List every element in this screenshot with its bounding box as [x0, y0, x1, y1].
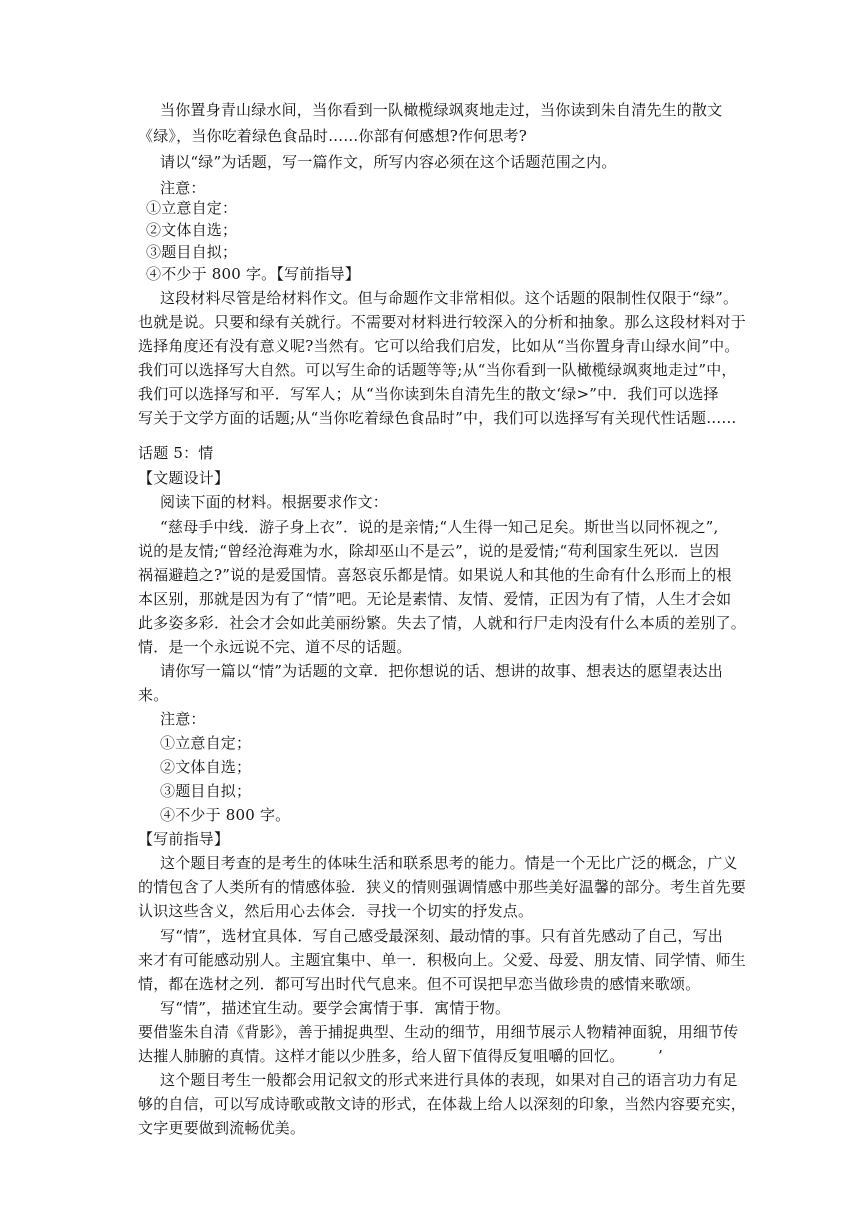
paragraph-line: 祸福避趋之?”说的是爱国情。喜怒哀乐都是情。如果说人和其他的生命有什么形而上的根 [138, 566, 732, 584]
paragraph-line: 情．是一个永远说不完、道不尽的话题。 [138, 638, 412, 656]
paragraph-line: 的情包含了人类所有的情感体验．狭义的情则强调情感中那些美好温馨的部分。考生首先要 [138, 878, 747, 896]
section-heading: 【写前指导】 [138, 830, 230, 848]
note-label: 注意： [160, 179, 206, 197]
paragraph-line: 写关于文学方面的话题;从“当你吃着绿色食品时”中，我们可以选择写有关现代性话题…… [138, 409, 737, 427]
paragraph-line: 我们可以选择写大自然。可以写生命的话题等等;从“当你看到一队橄榄绿飒爽地走过”中， [138, 361, 737, 379]
paragraph-line: 当你置身青山绿水间，当你看到一队橄榄绿飒爽地走过，当你读到朱自清先生的散文 [160, 101, 723, 119]
paragraph-line: 请你写一篇以“情”为话题的文章．把你想说的话、想讲的故事、想表达的愿望表达出 [160, 662, 723, 680]
paragraph-line: 选择角度还有没有意义呢?当然有。它可以给我们启发，比如从“当你置身青山绿水间”中。 [138, 337, 740, 355]
section-title: 话题 5：情 [138, 444, 214, 462]
paragraph-line: 《绿》，当你吃着绿色食品时……你部有何感想?作何思考? [138, 127, 527, 145]
paragraph-line: “慈母手中线．游子身上衣”．说的是亲情;“人生得一知己足矣。斯世当以同怀视之”, [160, 518, 719, 536]
paragraph-line: 阅读下面的材料。根据要求作文： [160, 493, 389, 511]
list-item: ④不少于 800 字。 [160, 806, 291, 824]
paragraph-line: 说的是友情;“曾经沧海难为水，除却巫山不是云”，说的是爱情;“苟利国家生死以．岂因 [138, 542, 720, 560]
list-item: ①立意自定： [146, 199, 238, 217]
paragraph-line: 写“情”，描述宜生动。要学会寓情于事．寓情于物。 [160, 999, 511, 1017]
paragraph-line: 这个题目考生一般都会用记叙文的形式来进行具体的表现，如果对自己的语言功力有足 [160, 1071, 738, 1089]
paragraph-line: 来才有可能感动别人。主题宜集中、单一．积极向上。父爱、母爱、朋友情、同学情、师生 [138, 951, 747, 969]
paragraph-line: 我们可以选择写和平．写军人；从“当你读到朱自清先生的散文‘绿>”中．我们可以选择 [138, 385, 719, 403]
paragraph-line: 够的自信，可以写成诗歌或散文诗的形式，在体裁上给人以深刻的印象，当然内容要充实， [138, 1095, 747, 1113]
paragraph-line: 认识这些含义，然后用心去体会．寻找一个切实的抒发点。 [138, 902, 534, 920]
paragraph-line: 要借鉴朱自清《背影》，善于捕捉典型、生动的细节，用细节展示人物精神面貌，用细节传 [138, 1023, 739, 1041]
paragraph-line: 达摧人肺腑的真情。这样才能以少胜多，给人留下值得反复咀嚼的回忆。 [138, 1047, 625, 1065]
paragraph-line: 此多姿多彩．社会才会如此美丽纷繁。失去了情，人就和行尸走肉没有什么本质的差别了。 [138, 614, 747, 632]
list-item: ④不少于 800 字。【写前指导】 [146, 265, 361, 283]
paragraph-line: 情，都在选材之列．都可写出时代气息来。但不可误把早恋当做珍贵的感情来歌颂。 [138, 975, 701, 993]
list-item: ③题目自拟； [146, 243, 238, 261]
list-item: ②文体自选； [160, 758, 252, 776]
note-label: 注意： [160, 710, 206, 728]
paragraph-line: 请以“绿”为话题，写一篇作文，所写内容必须在这个话题范围之内。 [160, 153, 617, 171]
paragraph-line: 也就是说。只要和绿有关就行。不需要对材料进行较深入的分析和抽象。那么这段材料对于 [138, 313, 747, 331]
list-item: ①立意自定； [160, 734, 252, 752]
stray-mark: ’ [658, 1047, 663, 1065]
list-item: ③题目自拟； [160, 782, 252, 800]
paragraph-line: 来。 [138, 686, 169, 704]
paragraph-line: 这个题目考查的是考生的体味生活和联系思考的能力。情是一个无比广泛的概念，广义 [160, 854, 738, 872]
paragraph-line: 写“情”，选材宜具体．写自己感受最深刻、最动情的事。只有首先感动了自己，写出 [160, 927, 723, 945]
paragraph-line: 本区别，那就是因为有了“情”吧。无论是素情、友情、爱情，正因为有了情，人生才会如 [138, 590, 732, 608]
paragraph-line: 文字更要做到流畅优美。 [138, 1119, 306, 1137]
section-heading: 【文题设计】 [138, 469, 230, 487]
list-item: ②文体自选； [146, 221, 238, 239]
paragraph-line: 这段材料尽管是给材料作文。但与命题作文非常相似。这个话题的限制性仅限于“绿”。 [160, 289, 739, 307]
